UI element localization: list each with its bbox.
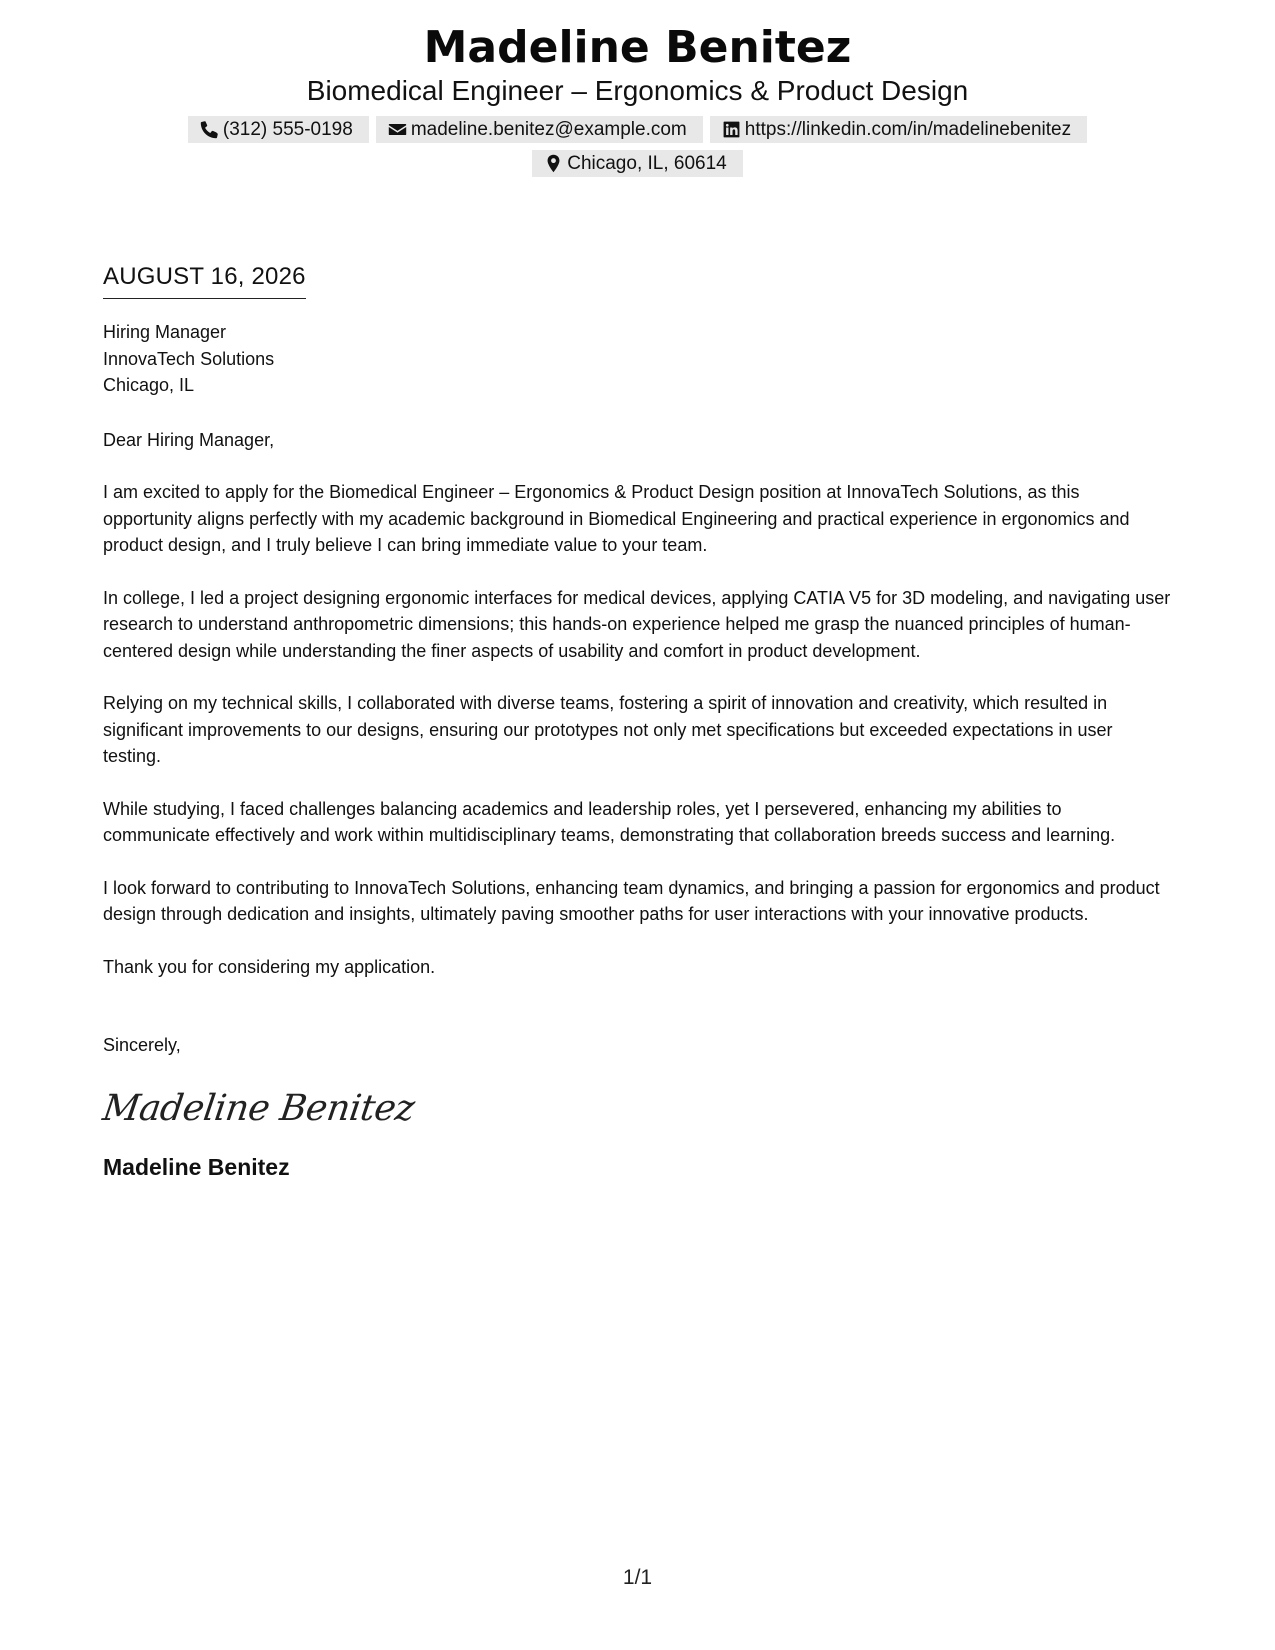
paragraph: Relying on my technical skills, I collaborated with diverse teams, fostering a spirit of innovation and creativity, which resulted in significant improvements to our designs, ensuring our prototypes not only met specifications but exceeded expectations in user testing. [103, 693, 1113, 766]
contact-row [0, 116, 1275, 143]
contact-email[interactable] [376, 116, 703, 143]
recipient-city: Chicago, IL [103, 375, 195, 395]
phone-icon [200, 120, 219, 139]
paragraph: I am excited to apply for the Biomedical Engineer – Ergonomics & Product Design position at InnovaTech Solutions, as this opportunity aligns perfectly with my academic background in Biomedical Engineering and practical experience in ergonomics and product design, and I truly believe I can bring immediate value to your team. [103, 482, 1130, 555]
paragraph: While studying, I faced challenges balancing academics and leadership roles, yet I persevered, enhancing my abilities to communicate effectively and work within multidisciplinary teams, demonstrating that collaboration breeds success and learning. [103, 798, 1116, 845]
page-indicator: 1/1 [622, 1566, 653, 1589]
applicant-role: Biomedical Engineer – Ergonomics & Product Design [306, 75, 969, 106]
contact-location [532, 150, 743, 177]
envelope-icon [388, 120, 407, 139]
salutation: Dear Hiring Manager, [103, 429, 275, 450]
letter-body [100, 262, 1173, 1181]
recipient-company: InnovaTech Solutions [103, 348, 275, 369]
contact-row-2 [0, 150, 1275, 177]
closing: Sincerely, [103, 1035, 181, 1055]
signed-name: Madeline Benitez [103, 1153, 290, 1180]
contact-phone [188, 116, 369, 143]
phone-text: (312) 555-0198 [222, 118, 353, 140]
paragraph: I look forward to contributing to InnovaTech Solutions, enhancing team dynamics, and bringing a passion for ergonomics and product design through dedication and insights, ultimately paving smoother paths for user interactions with your innovative products. [103, 877, 1160, 924]
recipient-title: Hiring Manager [103, 322, 227, 342]
contact-linkedin[interactable] [710, 116, 1087, 143]
letter-header [0, 22, 1275, 177]
recipient-block [103, 319, 1173, 399]
handwritten-signature: Madeline Benitez [100, 1087, 417, 1129]
paragraph: In college, I led a project designing ergonomic interfaces for medical devices, applying CATIA V5 for 3D modeling, and navigating user research to understand anthropometric dimensions; this hands-on experience helped me grasp the nuanced principles of human-centered design while understanding the finer aspects of usability and comfort in product development. [103, 587, 1171, 661]
applicant-name: Madeline Benitez [423, 22, 852, 73]
letter-date: AUGUST 16, 2026 [103, 262, 306, 299]
thanks-line: Thank you for considering my application. [103, 956, 436, 977]
email-text: madeline.benitez@example.com [410, 118, 687, 140]
location-text: Chicago, IL, 60614 [567, 152, 727, 174]
linkedin-icon [722, 120, 741, 139]
map-pin-icon [544, 154, 563, 173]
linkedin-text: https://linkedin.com/in/madelinebenitez [744, 118, 1072, 140]
